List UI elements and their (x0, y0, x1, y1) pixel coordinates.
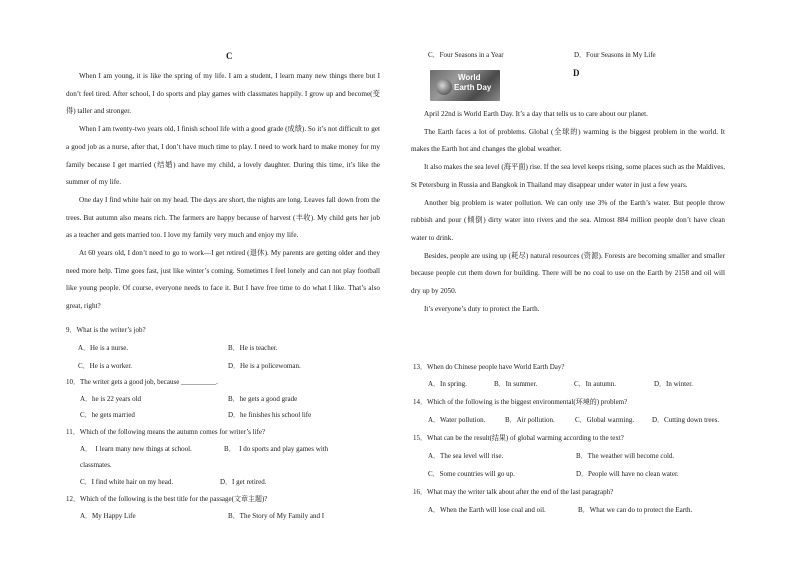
question-10: 10．The writer gets a good job, because __________. (66, 378, 218, 386)
option-b: B．In summer. (494, 380, 538, 388)
option-a: A．he is 22 years old (80, 395, 142, 403)
question-13: 13．When do Chinese people have World Earth Day? (413, 363, 565, 371)
paragraph: At 60 years old, I don’t need to go to work—I get retired (退休). My parents are getting older and they need more help. Time goes fast, just like winter’s coming. Sometimes I feel lonely and can not play football like young people. Of course, everyone needs to face it. But I have free time to do what I like. That’s also great, right? (66, 249, 380, 311)
option-a: A．My Happy Life (80, 512, 136, 520)
option-d: D．People will have no clean water. (576, 470, 679, 478)
option-a: A．He is a nurse. (78, 344, 129, 352)
option-a: A．When the Earth will lose coal and oil. (428, 506, 546, 514)
option-b: B．Air pollution. (505, 416, 555, 424)
option-a: A．In spring. (428, 380, 467, 388)
option-d: D．In winter. (654, 380, 693, 388)
question-12: 12．Which of the following is the best title for the passage(文章主题)? (66, 495, 268, 503)
option-d: D．Four Seasons in My Life (574, 51, 656, 59)
option-b: B．He is teacher. (228, 344, 278, 352)
option-c: C．I find white hair on my head. (80, 478, 174, 486)
option-c: C．Some countries will go up. (428, 470, 515, 478)
paragraph: It also makes the sea level (海平面) rise. If the sea level keeps rising, some places such as the Maldives, St Petersburg in Russia and Bangkok in Thailand may disappear under water in just a few years. (411, 163, 725, 189)
paragraph: Another big problem is water pollution. We can only use 3% of the Earth’s water. But people throw rubbish and pour (倾倒) dirty water into rivers and the sea. Almost 884 million people don’t have clean water to drink. (411, 198, 725, 242)
passage-d (411, 106, 725, 318)
option-b: B．What we can do to protect the Earth. (578, 506, 693, 514)
earth-day-logo (430, 70, 500, 101)
option-b: B． I do sports and play games with (224, 445, 329, 453)
section-title-d: D (573, 68, 580, 78)
option-d: D．He is a policewoman. (228, 362, 301, 370)
section-title-c: C (226, 51, 233, 61)
question-15: 15．What can be the result(结果) of global warming according to the text? (413, 434, 624, 442)
logo-text: World (458, 73, 481, 82)
paragraph: One day I find white hair on my head. The days are short, the nights are long. Leaves fall down from the trees. But autumn also means rich. The farmers are happy because of harvest (丰收). My child gets her job as a teacher and gets married too. I love my family very much and enjoy my life. (66, 195, 380, 240)
option-a: A．The sea level will rise. (428, 452, 504, 460)
paragraph: When I am young, it is like the spring of my life. I am a student, I learn many new things there but I don’t feel tired. After school, I do sports and play games with classmates happily. I grow up and become(变得) taller and stronger. (66, 72, 380, 116)
option-b: B．he gets a good grade (228, 395, 298, 403)
option-a: A． I learn many new things at school. (80, 445, 192, 453)
option-c: C．He is a worker. (78, 362, 133, 370)
paragraph: The Earth faces a lot of problems. Global (全球的) warming is the biggest problem in the world. It makes the Earth hot and changes the global weather. (411, 127, 725, 154)
option-d: D．Cutting down trees. (652, 416, 720, 424)
option-c: C．Global warming. (575, 416, 635, 424)
paragraph: When I am twenty-two years old, I finish school life with a good grade (成绩). So it’s not difficult to get a good job as a nurse, after that, I don’t have much time to play. I need to work hard to make money for my family because I get married (结婚) and have my child, a lovely daughter. During this time, it’s like the summer of my life. (66, 125, 380, 187)
passage-c (66, 68, 380, 316)
paragraph: April 22nd is World Earth Day. It’s a day that tells us to care about our planet. (424, 110, 648, 118)
option-c: C．In autumn. (574, 380, 616, 388)
question-16: 16．What may the writer talk about after the end of the last paragraph? (413, 488, 614, 496)
globe-icon (436, 79, 452, 95)
logo-text: Earth Day (454, 83, 492, 92)
paragraph: It’s everyone’s duty to protect the Earth. (424, 304, 540, 313)
option-c: C．Four Seasons in a Year (428, 51, 504, 59)
option-a: A．Water pollution. (428, 416, 486, 424)
option-b: B．The Story of My Family and I (228, 512, 325, 520)
option-b-continued: classmates. (80, 461, 112, 469)
option-b: B．The weather will become cold. (576, 452, 675, 460)
paragraph: Besides, people are using up (耗尽) natural resources (资源). Forests are becoming smaller and smaller because people cut them down for building. There will be no coal to use on the Earth by 2158 and oil will dry up by 2050. (411, 251, 725, 296)
option-d: D．he finishes his school life (228, 411, 312, 419)
question-9: 9．What is the writer’s job? (66, 326, 146, 334)
question-11: 11．Which of the following means the autumn comes for writer’s life? (66, 428, 266, 436)
option-c: C．he gets married (80, 411, 135, 419)
question-14: 14．Which of the following is the biggest environmental(环境的) problem? (413, 398, 628, 406)
option-d: D．I get retired. (220, 478, 267, 486)
